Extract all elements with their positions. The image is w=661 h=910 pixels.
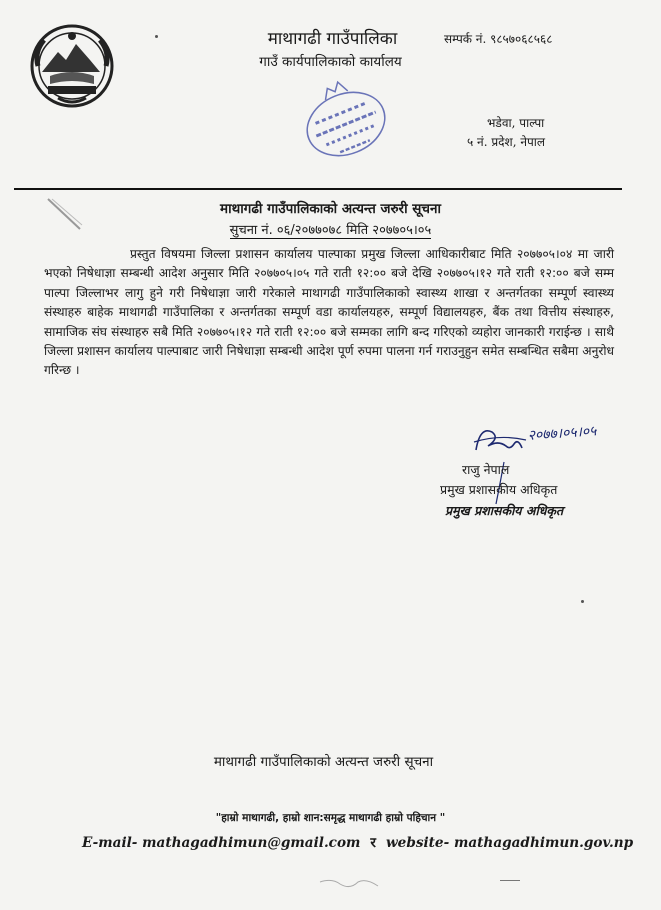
slogan: "हाम्रो माथागढी, हाम्रो शान:समृद्ध माथागढी हाम्रो पहिचान " (215, 812, 446, 824)
address-line-1: भडेवा, पाल्पा (487, 116, 545, 130)
website-link[interactable]: website- mathagadhimun.gov.np (385, 835, 634, 851)
notice-number-text: सुचना नं. ०६/२०७७०७८ मिति २०७७०५।०५ (229, 223, 432, 238)
signer-name: राजु नेपाल (462, 462, 510, 477)
scan-speck (155, 35, 158, 38)
handwritten-date: २०७७।०५।०५ (527, 423, 597, 444)
faint-dash (500, 880, 520, 881)
scan-speck (581, 600, 584, 603)
office-name: गाउँ कार्यपालिकाको कार्यालय (259, 54, 402, 70)
org-name: माथागढी गाउँपालिका (267, 29, 398, 49)
office-seal-stamp (296, 78, 396, 170)
contact-number: सम्पर्क नं. ९८५७०६८५६८ (444, 32, 553, 46)
notice-number (0, 220, 661, 238)
notice-title: माथागढी गाउँपालिकाको अत्यन्त जरुरी सूचना (220, 201, 441, 217)
contact-line (82, 832, 633, 851)
handwritten-signature (470, 420, 620, 458)
footer-title: माथागढी गाउँपालिकाको अत्यन्त जरुरी सूचना (213, 754, 434, 770)
signer-title: प्रमुख प्रशासकीय अधिकृत (440, 482, 558, 497)
email-link[interactable]: E-mail- mathagadhimun@gmail.com (82, 835, 361, 851)
address-line-2: ५ नं. प्रदेश, नेपाल (467, 135, 546, 149)
separator: र (370, 835, 376, 851)
designation-stamp: प्रमुख प्रशासकीय अधिकृत (445, 503, 564, 518)
header-divider (14, 188, 622, 190)
faint-scribble (318, 876, 388, 892)
notice-body: प्रस्तुत विषयमा जिल्ला प्रशासन कार्यालय पाल्पाका प्रमुख जिल्ला आधिकारीबाट मिति २०७७०५।०४ मा जारी भएको निषेधाज्ञा सम्बन्धी आदेश अनुसार मिति २०७७०५।०५ गते राती १२:०० बजे देखि २०७७०५।१२ गते राती १२:०० बजे सम्म पाल्पा जिल्लाभर लागु हुने गरी निषेधाज्ञा जारी गरेकाले माथागढी गाउँपालिकाको स्वास्थ्य शाखा र अन्तर्गतका सम्पूर्ण स्वास्थ्य संस्थाहरु बाहेक माथागढी गाउँपालिका र अन्तर्गतका सम्पूर्ण वडा कार्यालयहरु, सम्पूर्ण विद्यालयहरु, बैंक तथा वित्तीय संस्थाहरु, सामाजिक संघ संस्थाहरु सबै मिति २०७७०५।१२ गते राती १२:०० बजे सम्मका लागि बन्द गरिएको व्यहोरा जानकारी गराईन्छ । साथै जिल्ला प्रशासन कार्यालय पाल्पाबाट जारी निषेधाज्ञा सम्बन्धी आदेश पूर्ण रुपमा पालना गर्न गराउनुहुन समेत सम्बन्धित सबैमा अनुरोध गरिन्छ । (44, 247, 614, 378)
